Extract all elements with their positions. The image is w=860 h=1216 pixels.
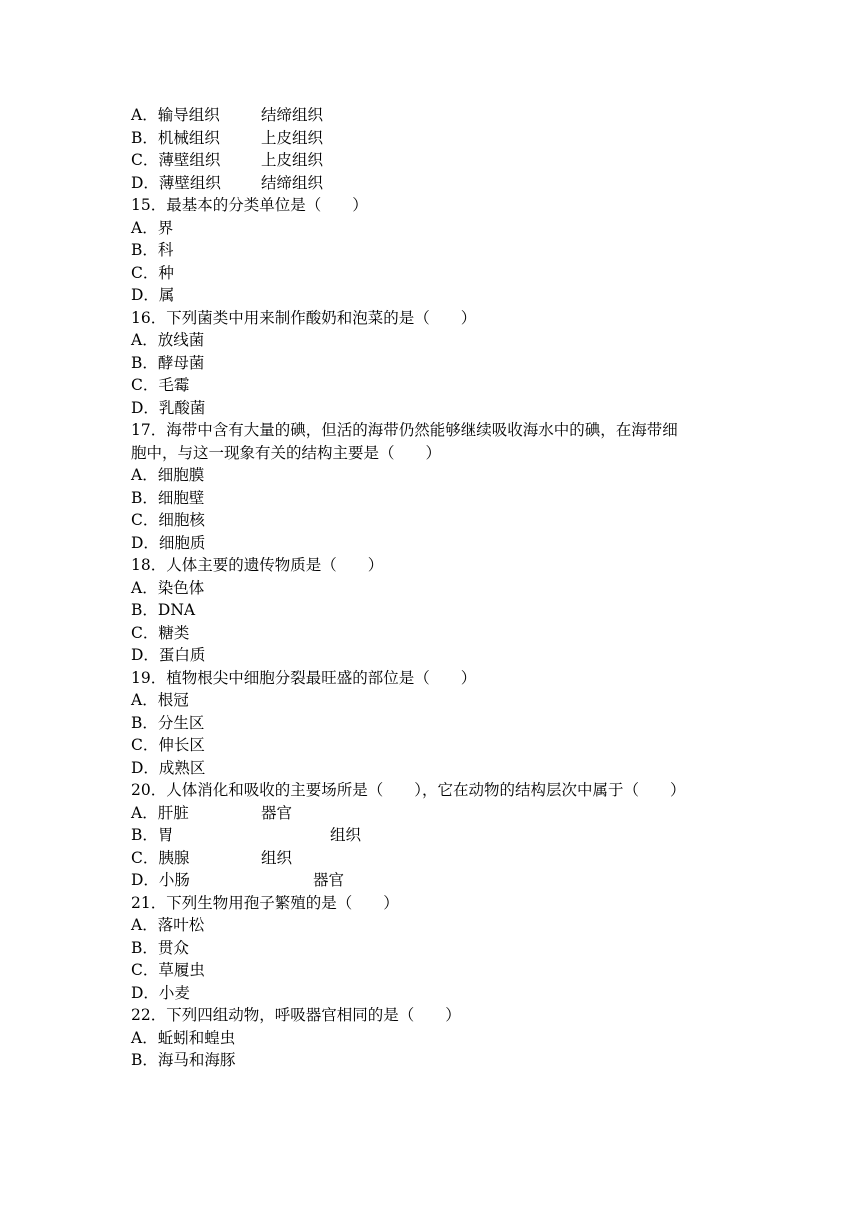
option-second-column: 结缔组织 [261,106,324,124]
option-line [131,127,324,149]
option-line: C．糖类 [131,624,190,642]
question-line: 16．下列菌类中用来制作酸奶和泡菜的是（ ） [131,309,477,327]
option-line [131,104,324,126]
option-text: B．机械组织 [131,129,220,147]
option-line: B．酵母菌 [131,354,205,372]
option-line: A．染色体 [131,579,205,597]
option-line: B．DNA [131,601,196,619]
option-text: C．薄壁组织 [131,151,221,169]
option-line: C．伸长区 [131,736,205,754]
option-line: B．贯众 [131,939,189,957]
option-line: D．蛋白质 [131,646,206,664]
option-line: A．界 [131,219,174,237]
question-line: 17．海带中含有大量的碘，但活的海带仍然能够继续吸收海水中的碘，在海带细 [131,421,678,439]
question-line: 19．植物根尖中细胞分裂最旺盛的部位是（ ） [131,669,477,687]
question-line: 21．下列生物用孢子繁殖的是（ ） [131,894,399,912]
option-line: D．细胞质 [131,534,206,552]
question-line: 20．人体消化和吸收的主要场所是（ ），它在动物的结构层次中属于（ ） [131,781,686,799]
option-line: D．小麦 [131,984,190,1002]
option-text: A．肝脏 [131,804,189,822]
option-line: A．细胞膜 [131,466,205,484]
option-line: C．草履虫 [131,961,205,979]
option-line: C．毛霉 [131,376,190,394]
option-second-column: 器官 [313,871,345,889]
option-line: A．蚯蚓和蝗虫 [131,1029,236,1047]
option-second-column: 器官 [261,804,293,822]
option-second-column: 上皮组织 [261,129,324,147]
option-line [131,802,293,824]
option-line: B．分生区 [131,714,205,732]
option-line [131,824,362,846]
question-line: 18．人体主要的遗传物质是（ ） [131,556,384,574]
option-text: B．胃 [131,826,174,844]
question-line: 22．下列四组动物，呼吸器官相同的是（ ） [131,1006,461,1024]
option-line [131,847,293,869]
option-line: A．放线菌 [131,331,205,349]
option-line: D．成熟区 [131,759,206,777]
option-second-column: 上皮组织 [261,151,324,169]
option-line: C．细胞核 [131,511,205,529]
option-line: A．落叶松 [131,916,205,934]
option-line: D．属 [131,286,175,304]
option-second-column: 组织 [330,826,362,844]
option-second-column: 组织 [261,849,293,867]
option-line: C．种 [131,264,174,282]
option-text: C．胰腺 [131,849,190,867]
option-line: B．海马和海豚 [131,1051,236,1069]
option-second-column: 结缔组织 [261,174,324,192]
option-text: A．输导组织 [131,106,220,124]
option-text: D．薄壁组织 [131,174,221,192]
option-line [131,172,324,194]
option-text: D．小肠 [131,871,190,889]
question-line: 胞中，与这一现象有关的结构主要是（ ） [131,444,442,462]
option-line [131,869,345,891]
question-line: 15．最基本的分类单位是（ ） [131,196,368,214]
option-line: B．细胞壁 [131,489,205,507]
option-line: A．根冠 [131,691,189,709]
option-line: D．乳酸菌 [131,399,206,417]
option-line [131,149,324,171]
option-line: B．科 [131,241,174,259]
